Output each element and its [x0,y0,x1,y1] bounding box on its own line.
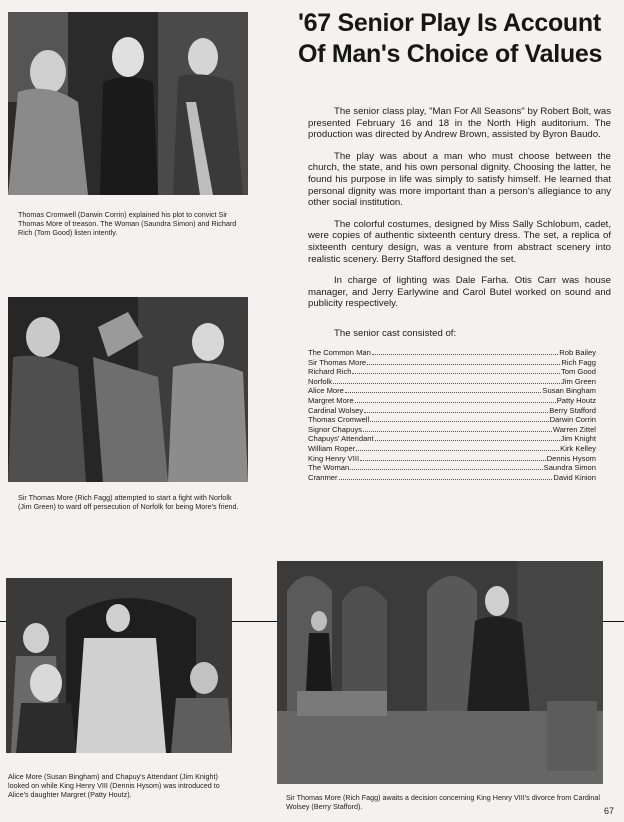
cast-actor: Jim Green [560,376,596,386]
cast-actor: Dennis Hysom [546,453,596,463]
cast-role: Sir Thomas More [308,357,367,367]
cast-role: Richard Rich [308,367,352,377]
photo-king-henry-introduction [6,578,232,753]
page-title [298,8,618,70]
cast-row [308,367,596,377]
cast-row [308,406,596,416]
cast-row [308,396,596,406]
cast-row [308,377,596,387]
paragraph: In charge of lighting was Dale Farha. Otis Carr was house manager, and Jerry Earlywine and Carol Butel worked on sound and publicity respectively. [308,275,611,310]
cast-role: The Common Man [308,348,371,357]
cast-role: William Roper [308,443,356,453]
cast-actor: Patty Houtz [556,395,596,405]
cast-role: Alice More [308,386,344,396]
cast-row [308,415,596,425]
cast-role: Chapuys' Attendant [308,434,374,444]
cast-actor: Darwin Corrin [549,415,596,425]
cast-role: Cranmer [308,472,338,482]
cast-actor: Susan Bingham [542,386,596,396]
cast-actor: Saundra Simon [543,463,596,473]
cast-actor: Rob Bailey [559,348,596,357]
cast-row [308,463,596,473]
caption-photo3: Alice More (Susan Bingham) and Chapuy's Attendant (Jim Knight) looked on while King Henry VIII (Dennis Hysom) was introduced to Alice's daughter Margret (Patty Houtz). [8,772,220,799]
photo-more-awaits-decision [277,561,603,784]
paragraph: The colorful costumes, designed by Miss Sally Schlobum, cadet, were copies of authentic sixteenth century dress. The set, a replica of sixteenth century design, was a venture from abstract scenery into realistic scenery. Berry Stafford designed the set. [308,218,611,265]
caption-photo2: Sir Thomas More (Rich Fagg) attempted to start a fight with Norfolk (Jim Green) to ward off persecution of Norfolk for being More's friend. [18,493,239,511]
paragraph: The play was about a man who must choose between the church, the state, and his own personal dignity. Choosing the latter, he found his purpose in life was simply to satisfy himself. He learned that personal dignity was more important than a person's allegiance to any other social institution. [308,150,611,209]
cast-actor: Berry Stafford [549,405,596,415]
cast-list [308,348,596,482]
cast-row [308,425,596,435]
cast-role: Thomas Cromwell [308,415,370,425]
caption-photo1: Thomas Cromwell (Darwin Corrin) explained his plot to convict Sir Thomas More of treason. The Woman (Saundra Simon) and Richard Rich (Tom Good) listen intently. [18,210,237,237]
page-number: 67 [604,806,615,816]
cast-role: The Woman [308,463,350,473]
cast-role: Cardinal Wolsey [308,405,364,415]
cast-row [308,386,596,396]
photo-more-fight [8,297,248,482]
cast-role: King Henry VIII [308,453,360,463]
cast-row [308,473,596,483]
article-body [308,106,611,320]
cast-intro: The senior cast consisted of: [334,328,457,339]
paragraph: The senior class play, "Man For All Seasons" by Robert Bolt, was presented February 16 and 18 in the North High auditorium. The production was directed by Andrew Brown, assisted by Byron Baudo. [308,106,611,141]
photo-cromwell-plot [8,12,248,195]
caption-photo4: Sir Thomas More (Rich Fagg) awaits a decision concerning King Henry VIII's divorce from Cardinal Wolsey (Berry Stafford). [286,793,601,811]
cast-actor: Rich Fagg [561,357,596,367]
cast-row [308,434,596,444]
cast-row [308,358,596,368]
cast-row [308,348,596,358]
cast-actor: David Kinion [553,472,596,482]
cast-role: Margret More [308,395,354,405]
title-line-1: '67 Senior Play Is Account [298,9,601,37]
cast-row [308,454,596,464]
cast-role: Signor Chapuys [308,424,363,434]
cast-actor: Warren Zittel [552,424,596,434]
cast-actor: Tom Good [560,367,596,377]
cast-actor: Jim Knight [560,434,596,444]
cast-role: Norfolk [308,376,333,386]
cast-row [308,444,596,454]
title-line-2: Of Man's Choice of Values [298,40,603,68]
cast-actor: Kirk Kelley [560,443,596,453]
